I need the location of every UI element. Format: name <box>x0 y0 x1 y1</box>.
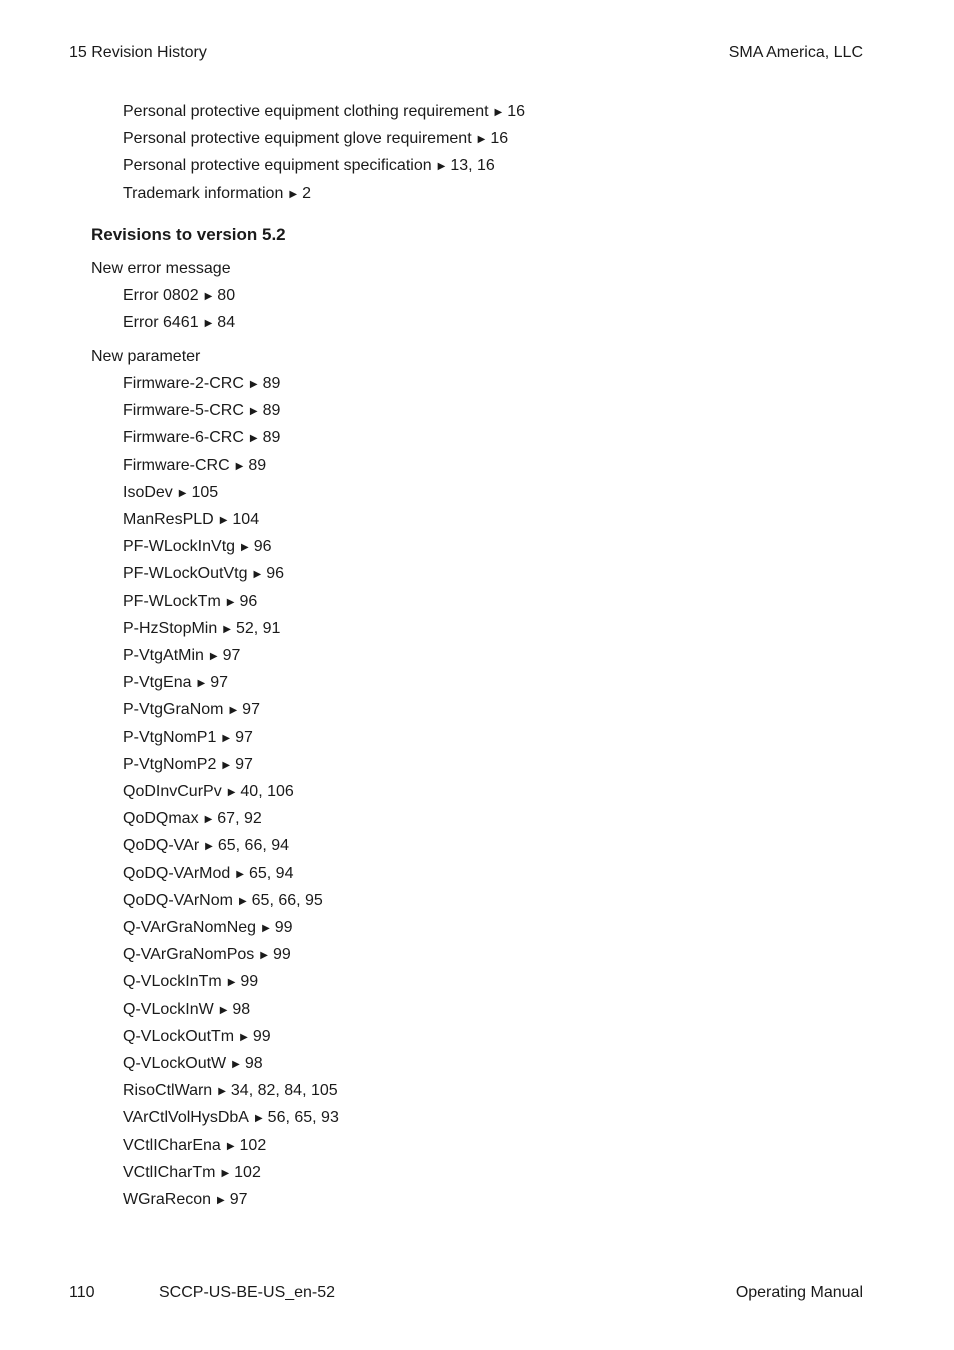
index-entry <box>123 1163 261 1185</box>
index-entry <box>123 156 495 178</box>
entry-pages: 89 <box>262 402 281 420</box>
page-reference-arrow-icon: ▶ <box>240 1031 248 1043</box>
entry-label: Q-VLockOutW <box>123 1055 227 1072</box>
entry-pages: 80 <box>217 287 236 304</box>
index-entry <box>123 510 259 532</box>
entry-pages: 96 <box>266 565 284 583</box>
index-entry <box>123 945 291 967</box>
entry-pages: 40, 106 <box>240 783 294 800</box>
page-reference-arrow-icon: ▶ <box>221 1167 230 1179</box>
page-reference-arrow-icon: ▶ <box>227 787 236 798</box>
entry-label: Q-VArGraNomNeg <box>123 919 257 936</box>
entry-pages: 65, 94 <box>248 864 294 882</box>
entry-label: ManResPLD <box>123 511 214 528</box>
index-entry <box>123 1000 250 1022</box>
index-entry <box>123 1054 263 1076</box>
entry-label: P-HzStopMin <box>123 619 218 637</box>
entry-label: Personal protective equipment glove requirement <box>123 130 472 148</box>
entry-label: P-VtgNomP1 <box>123 728 217 746</box>
entry-pages: 97 <box>210 674 228 692</box>
index-entry <box>123 1108 339 1130</box>
page-reference-arrow-icon: ▶ <box>236 868 244 880</box>
entry-label: QoDInvCurPv <box>123 783 222 800</box>
page-footer <box>69 1284 863 1306</box>
page-reference-arrow-icon: ▶ <box>205 841 213 853</box>
page-reference-arrow-icon: ▶ <box>197 678 206 690</box>
index-entry <box>123 184 311 206</box>
page-reference-arrow-icon: ▶ <box>249 433 258 445</box>
page-reference-arrow-icon: ▶ <box>204 318 213 330</box>
entry-pages: 34, 82, 84, 105 <box>230 1082 338 1100</box>
entry-label: P-VtgGraNom <box>123 701 224 719</box>
page-reference-arrow-icon: ▶ <box>227 977 236 989</box>
entry-label: Firmware-2-CRC <box>123 375 244 392</box>
entry-label: QoDQ-VArNom <box>123 891 233 909</box>
document-title: Operating Manual <box>735 1284 863 1301</box>
page-reference-arrow-icon: ▶ <box>437 161 446 173</box>
page-reference-arrow-icon: ▶ <box>232 1059 240 1070</box>
entry-pages: 84 <box>217 314 236 332</box>
entry-label: PF-WLockInVtg <box>123 538 236 556</box>
entry-pages: 105 <box>191 483 219 501</box>
entry-label: Firmware-5-CRC <box>123 402 244 420</box>
document-id: SCCP-US-BE-US_en-52 <box>159 1284 336 1301</box>
page-header <box>69 44 863 66</box>
index-entry <box>123 972 258 994</box>
entry-pages: 52, 91 <box>235 619 281 637</box>
entry-label: Error 6461 <box>123 314 199 332</box>
entry-label: Firmware-6-CRC <box>123 429 244 447</box>
entry-pages: 102 <box>239 1136 267 1154</box>
entry-label: Personal protective equipment specification <box>123 157 432 175</box>
header-section-title: 15 Revision History <box>69 44 207 61</box>
entry-label: QoDQ-VAr <box>123 837 200 855</box>
entry-label: Q-VLockInW <box>123 1000 214 1018</box>
entry-label: VCtlICharEna <box>123 1136 221 1154</box>
entry-pages: 67, 92 <box>217 810 262 828</box>
entry-pages: 13, 16 <box>450 157 495 175</box>
index-entry <box>123 401 280 423</box>
index-entry <box>123 864 293 886</box>
page-reference-arrow-icon: ▶ <box>241 542 249 554</box>
entry-label: Error 0802 <box>123 287 199 304</box>
entry-label: IsoDev <box>123 483 173 501</box>
page-reference-arrow-icon: ▶ <box>219 1004 228 1016</box>
page-reference-arrow-icon: ▶ <box>249 406 258 418</box>
entry-label: RisoCtlWarn <box>123 1082 213 1100</box>
entry-label: WGraRecon <box>123 1191 212 1208</box>
entry-pages: 65, 66, 94 <box>217 837 290 855</box>
entry-label: QoDQmax <box>123 810 199 828</box>
index-entry <box>123 129 508 151</box>
index-entry <box>123 428 280 450</box>
index-entry <box>123 891 323 913</box>
page-reference-arrow-icon: ▶ <box>222 759 231 771</box>
entry-pages: 104 <box>232 511 260 528</box>
entry-label: Q-VLockInTm <box>123 973 222 991</box>
index-entry <box>123 646 240 668</box>
group-label: New error message <box>91 260 231 277</box>
entry-pages: 99 <box>252 1027 271 1045</box>
index-entry <box>123 836 289 858</box>
entry-pages: 65, 66, 95 <box>251 891 323 909</box>
entry-pages: 97 <box>235 755 253 773</box>
page-reference-arrow-icon: ▶ <box>178 487 187 499</box>
entry-label: QoDQ-VArMod <box>123 864 231 882</box>
entry-pages: 99 <box>272 946 291 964</box>
entry-pages: 99 <box>240 973 259 991</box>
index-entry <box>123 918 293 940</box>
header-company: SMA America, LLC <box>728 44 863 61</box>
entry-pages: 2 <box>302 184 311 202</box>
index-entry <box>123 728 253 750</box>
page-reference-arrow-icon: ▶ <box>219 515 228 526</box>
index-entry <box>123 1081 338 1103</box>
entry-pages: 89 <box>248 456 267 474</box>
page-reference-arrow-icon: ▶ <box>217 1195 225 1206</box>
page-reference-arrow-icon: ▶ <box>253 569 262 581</box>
index-entry <box>123 1190 248 1212</box>
index-entry <box>123 755 253 777</box>
entry-label: Firmware-CRC <box>123 456 230 474</box>
section-heading: Revisions to version 5.2 <box>91 225 286 244</box>
index-entry <box>123 809 262 831</box>
index-entry <box>123 537 272 559</box>
entry-label: PF-WLockOutVtg <box>123 565 248 583</box>
index-entry <box>123 782 294 804</box>
index-entry <box>123 286 235 308</box>
index-entry <box>123 619 280 641</box>
page-reference-arrow-icon: ▶ <box>262 923 270 934</box>
entry-label: Trademark information <box>123 184 284 202</box>
entry-label: PF-WLockTm <box>123 592 221 610</box>
page-number: 110 <box>69 1284 95 1301</box>
entry-pages: 99 <box>274 919 293 936</box>
index-entry <box>123 1027 271 1049</box>
page-reference-arrow-icon: ▶ <box>222 732 231 744</box>
index-entry <box>123 673 228 695</box>
entry-pages: 56, 65, 93 <box>267 1109 339 1127</box>
page-reference-arrow-icon: ▶ <box>249 379 258 390</box>
index-entry <box>123 374 280 396</box>
page-reference-arrow-icon: ▶ <box>223 623 231 635</box>
page-reference-arrow-icon: ▶ <box>229 705 238 717</box>
entry-pages: 97 <box>229 1191 248 1208</box>
page-reference-arrow-icon: ▶ <box>260 950 268 962</box>
index-entry <box>123 102 525 124</box>
index-entry <box>123 592 257 614</box>
page-reference-arrow-icon: ▶ <box>226 596 235 608</box>
entry-pages: 102 <box>234 1163 261 1181</box>
entry-pages: 98 <box>232 1000 251 1018</box>
entry-label: P-VtgNomP2 <box>123 755 217 773</box>
page-reference-arrow-icon: ▶ <box>254 1113 263 1125</box>
entry-pages: 89 <box>262 375 281 392</box>
entry-label: VArCtlVolHysDbA <box>123 1109 249 1127</box>
entry-pages: 96 <box>253 538 272 556</box>
entry-pages: 89 <box>262 429 281 447</box>
entry-label: Personal protective equipment clothing requirement <box>123 103 489 120</box>
index-entry <box>123 564 284 586</box>
page-reference-arrow-icon: ▶ <box>204 291 213 302</box>
index-entry <box>123 313 235 335</box>
index-entry <box>123 700 260 722</box>
entry-label: Q-VArGraNomPos <box>123 946 255 964</box>
entry-label: P-VtgAtMin <box>123 647 204 664</box>
index-entry <box>123 1136 266 1158</box>
entry-pages: 97 <box>242 701 260 719</box>
entry-pages: 16 <box>490 130 509 148</box>
page-reference-arrow-icon: ▶ <box>235 460 244 472</box>
page-reference-arrow-icon: ▶ <box>218 1086 226 1098</box>
entry-label: P-VtgEna <box>123 674 192 692</box>
entry-pages: 97 <box>235 728 253 746</box>
page-reference-arrow-icon: ▶ <box>209 651 218 662</box>
index-entry <box>123 483 218 505</box>
group-label: New parameter <box>91 348 201 365</box>
page-reference-arrow-icon: ▶ <box>477 134 486 146</box>
entry-label: Q-VLockOutTm <box>123 1027 235 1045</box>
page-reference-arrow-icon: ▶ <box>494 107 503 118</box>
page-reference-arrow-icon: ▶ <box>226 1140 235 1152</box>
entry-pages: 98 <box>244 1055 263 1072</box>
page-reference-arrow-icon: ▶ <box>204 814 213 826</box>
entry-pages: 96 <box>239 592 258 610</box>
entry-label: VCtlICharTm <box>123 1163 216 1181</box>
entry-pages: 97 <box>222 647 241 664</box>
page-reference-arrow-icon: ▶ <box>289 188 298 200</box>
index-entry <box>123 456 266 478</box>
entry-pages: 16 <box>507 103 526 120</box>
page-reference-arrow-icon: ▶ <box>238 895 247 907</box>
